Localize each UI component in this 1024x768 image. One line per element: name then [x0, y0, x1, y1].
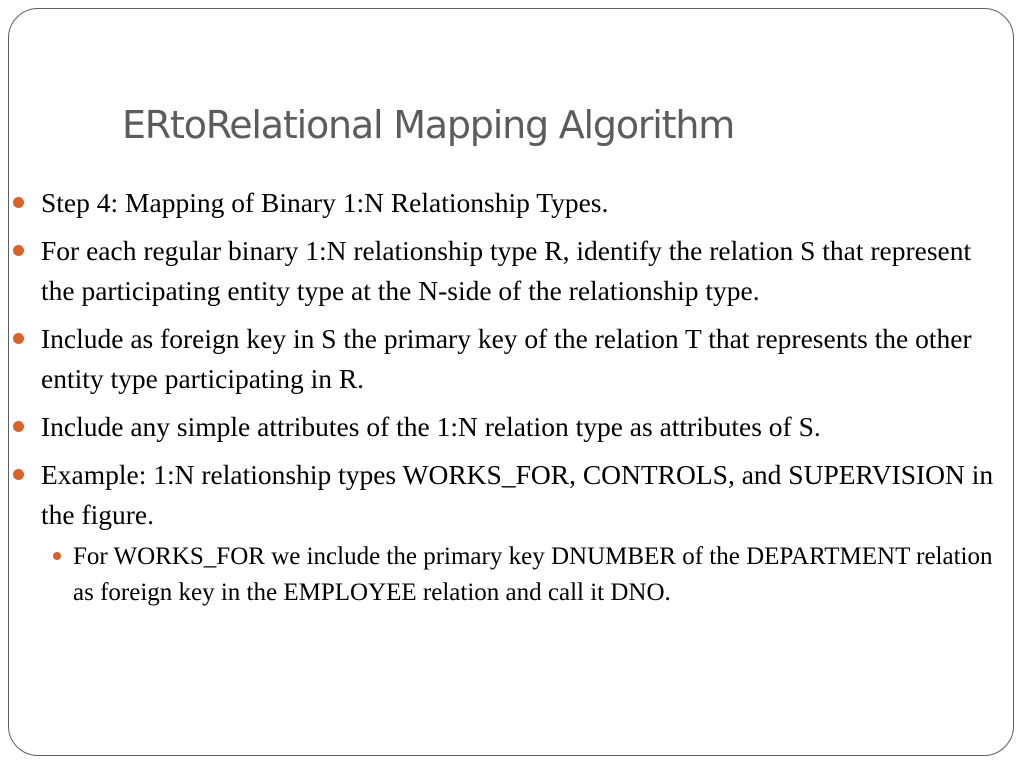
bullet-item	[13, 183, 1003, 223]
bullet-item	[13, 231, 1003, 311]
bullet-text: Example: 1:N relationship types WORKS_FOR, CONTROLS, and SUPERVISION in the figure.	[41, 459, 994, 530]
bullet-text: Step 4: Mapping of Binary 1:N Relationship Types.	[41, 187, 609, 218]
bullet-text: Include any simple attributes of the 1:N relation type as attributes of S.	[41, 411, 821, 442]
bullet-text: For each regular binary 1:N relationship type R, identify the relation S that represent the participating entity type at the N-side of the relationship type.	[41, 235, 972, 306]
bullet-item	[13, 455, 1003, 535]
bullet-text: Include as foreign key in S the primary key of the relation T that represents the other entity type participating in R.	[41, 323, 972, 394]
bullet-dot-icon	[13, 469, 24, 480]
bullet-dot-icon	[13, 333, 24, 344]
sub-bullet-text: For WORKS_FOR we include the primary key DNUMBER of the DEPARTMENT relation as foreign key in the EMPLOYEE relation and call it DNO.	[73, 543, 993, 606]
bullet-item	[13, 407, 1003, 447]
slide-title: ERtoRelational Mapping Algorithm	[122, 103, 735, 147]
bullet-dot-icon	[13, 421, 24, 432]
bullet-dot-icon	[13, 197, 24, 208]
sub-bullet-dot-icon	[53, 552, 61, 560]
sub-bullet-item	[53, 539, 1003, 611]
bullet-item	[13, 319, 1003, 399]
bullet-dot-icon	[13, 245, 24, 256]
bullet-list	[13, 183, 1003, 611]
